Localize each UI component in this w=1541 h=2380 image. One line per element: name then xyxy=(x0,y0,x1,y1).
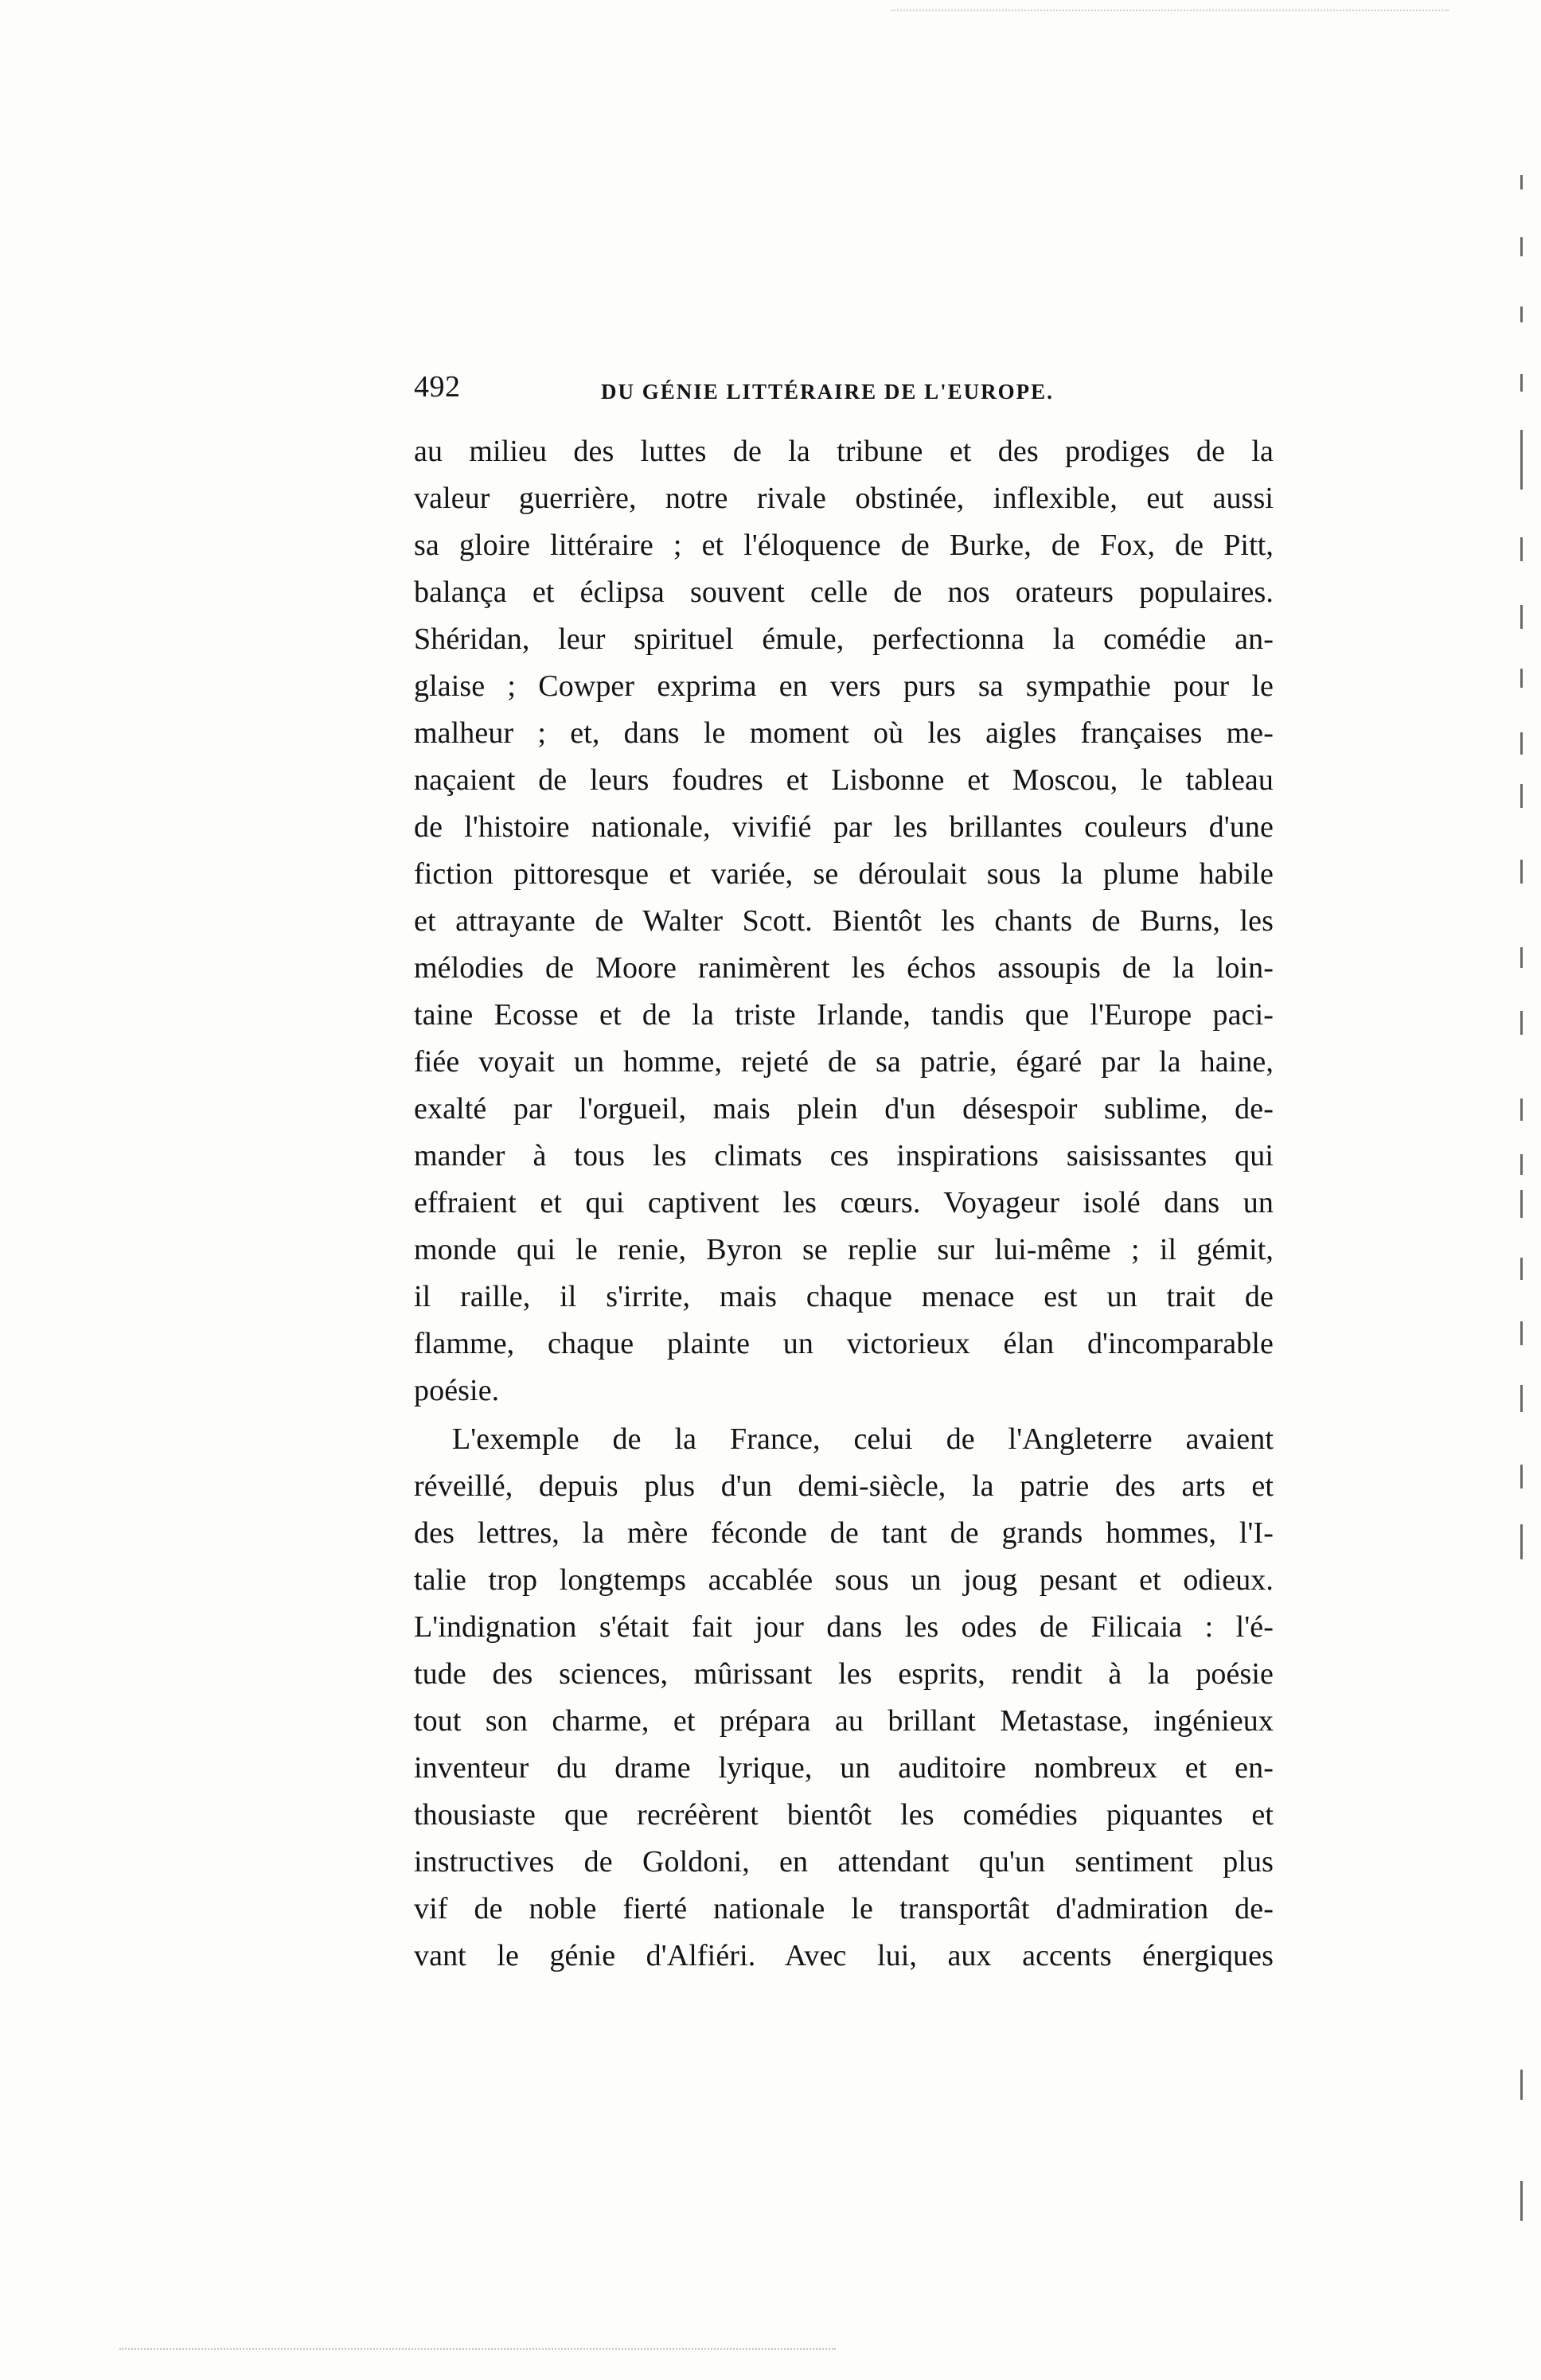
right-scan-edge-marks xyxy=(1520,175,1527,2261)
text-line: réveillé, depuis plus d'un demi-siècle, la patrie des arts et xyxy=(414,1469,1274,1503)
scan-mark xyxy=(1520,175,1523,189)
scan-mark xyxy=(1520,1098,1523,1121)
scan-mark xyxy=(1520,1524,1523,1559)
scan-mark xyxy=(1520,306,1523,322)
text-line: valeur guerrière, notre rivale obstinée, inflexible, eut aussi xyxy=(414,482,1274,515)
text-line: tout son charme, et prépara au brillant Metastase, ingénieux xyxy=(414,1704,1274,1738)
text-line: L'exemple de la France, celui de l'Angleterre avaient xyxy=(452,1422,1274,1456)
text-line: et attrayante de Walter Scott. Bientôt les chants de Burns, les xyxy=(414,904,1274,938)
text-line: tude des sciences, mûrissant les esprits, rendit à la poésie xyxy=(414,1657,1274,1691)
scan-mark xyxy=(1520,784,1523,808)
text-line: Shéridan, leur spirituel émule, perfectionna la comédie an- xyxy=(414,622,1274,656)
text-line: sa gloire littéraire ; et l'éloquence de Burke, de Fox, de Pitt, xyxy=(414,529,1274,562)
text-line: il raille, il s'irrite, mais chaque menace est un trait de xyxy=(414,1280,1274,1313)
text-line: L'indignation s'était fait jour dans les odes de Filicaia : l'é- xyxy=(414,1610,1274,1644)
running-title: DU GÉNIE LITTÉRAIRE DE L'EUROPE. xyxy=(601,380,1054,404)
text-line: monde qui le renie, Byron se replie sur lui-même ; il gémit, xyxy=(414,1233,1274,1266)
scan-mark xyxy=(1520,430,1523,490)
scan-mark xyxy=(1520,605,1523,629)
scan-mark xyxy=(1520,1011,1523,1035)
book-text-column xyxy=(414,366,1274,1980)
text-line: glaise ; Cowper exprima en vers purs sa sympathie pour le xyxy=(414,669,1274,703)
scan-mark xyxy=(1520,669,1523,688)
bottom-scan-noise xyxy=(119,2348,836,2351)
text-line: talie trop longtemps accablée sous un joug pesant et odieux. xyxy=(414,1563,1274,1597)
scan-mark xyxy=(1520,237,1523,256)
text-line: thousiaste que recréèrent bientôt les comédies piquantes et xyxy=(414,1798,1274,1832)
top-scan-noise xyxy=(891,10,1449,13)
scan-mark xyxy=(1520,732,1523,755)
scan-mark xyxy=(1520,2181,1523,2221)
text-line: instructives de Goldoni, en attendant qu'un sentiment plus xyxy=(414,1845,1274,1879)
text-line: des lettres, la mère féconde de tant de grands hommes, l'I- xyxy=(414,1516,1274,1550)
text-line: vant le génie d'Alfiéri. Avec lui, aux accents énergiques xyxy=(414,1939,1274,1972)
scan-mark xyxy=(1520,374,1523,392)
text-line: fiée voyait un homme, rejeté de sa patrie, égaré par la haine, xyxy=(414,1045,1274,1079)
text-line: mélodies de Moore ranimèrent les échos assoupis de la loin- xyxy=(414,951,1274,985)
text-line: fiction pittoresque et variée, se déroulait sous la plume habile xyxy=(414,857,1274,891)
paragraph-1 xyxy=(414,428,1274,1414)
scan-mark xyxy=(1520,537,1523,561)
scan-mark xyxy=(1520,1190,1523,1218)
text-line: exalté par l'orgueil, mais plein d'un désespoir sublime, de- xyxy=(414,1092,1274,1126)
text-line: mander à tous les climats ces inspirations saisissantes qui xyxy=(414,1139,1274,1172)
scan-mark xyxy=(1520,1465,1523,1488)
text-line: effraient et qui captivent les cœurs. Voyageur isolé dans un xyxy=(414,1186,1274,1219)
text-line: balança et éclipsa souvent celle de nos orateurs populaires. xyxy=(414,575,1274,609)
text-line: inventeur du drame lyrique, un auditoire nombreux et en- xyxy=(414,1751,1274,1785)
text-line: au milieu des luttes de la tribune et des prodiges de la xyxy=(414,435,1274,468)
text-line: vif de noble fierté nationale le transportât d'admiration de- xyxy=(414,1892,1274,1925)
text-line: malheur ; et, dans le moment où les aigles françaises me- xyxy=(414,716,1274,750)
scan-mark xyxy=(1520,947,1523,968)
page-number: 492 xyxy=(414,370,461,404)
text-line: taine Ecosse et de la triste Irlande, tandis que l'Europe paci- xyxy=(414,998,1274,1032)
text-line: flamme, chaque plainte un victorieux élan d'incomparable xyxy=(414,1327,1274,1360)
running-head xyxy=(414,366,1274,416)
scan-mark xyxy=(1520,860,1523,884)
scan-mark xyxy=(1520,1321,1523,1345)
scan-mark xyxy=(1520,1258,1523,1280)
text-line: poésie. xyxy=(414,1374,500,1407)
text-line: naçaient de leurs foudres et Lisbonne et Moscou, le tableau xyxy=(414,763,1274,797)
scan-mark xyxy=(1520,2070,1523,2100)
scan-mark xyxy=(1520,1154,1523,1175)
scan-mark xyxy=(1520,1385,1523,1412)
paragraph-2 xyxy=(414,1416,1274,1980)
text-line: de l'histoire nationale, vivifié par les brillantes couleurs d'une xyxy=(414,810,1274,844)
